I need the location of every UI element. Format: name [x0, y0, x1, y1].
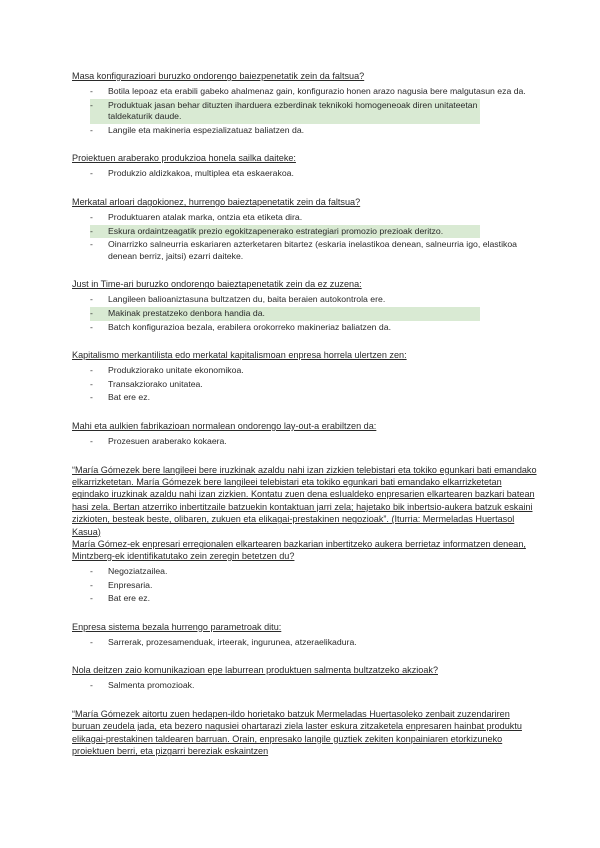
answer-item: - Produkziorako unitate ekonomikoa. — [90, 364, 532, 378]
answer-list — [72, 435, 540, 449]
answer-item-highlighted: - Eskura ordaintzeagatik prezio egokitzapenerako estrategiari promozio prezioak deritzo. — [90, 225, 480, 239]
answer-item-highlighted — [90, 391, 532, 405]
question-text: Enpresa sistema bezala hurrengo parametroak ditu: — [72, 621, 282, 632]
answer-item-highlighted — [90, 592, 532, 606]
answer-list — [72, 85, 540, 137]
answer-list — [72, 679, 540, 693]
question-text: Proiektuen araberako produkzioa honela sailka daiteke: — [72, 153, 296, 164]
case-quote: “María Gómezek aitortu zuen hedapen-ildo horietako batzuk Mermeladas Huertasoleko zenbait zuzendariren buruan zeudela jada, eta bezero nagusiei ohartarazi ziela laster eskura zitzaketela enpresaren hainbat produktu elikagai-prestakinen taldearen barruan. Orain, enpresako langile guztiek zekiten konpainiaren etorkizuneko proiektuen berri, eta pizgarri bereziak eskaintzen — [72, 708, 522, 757]
case-block — [72, 708, 540, 758]
answer-item: - Batch konfigurazioa bezala, erabilera orokorreko makineriaz baliatzen da. — [90, 321, 532, 335]
answer-highlight: Bat ere ez. — [108, 392, 151, 403]
question-block — [72, 196, 540, 263]
answer-item: - Sarrerak, prozesamenduak, irteerak, ingurunea, atzeraelikadura. — [90, 636, 532, 650]
answer-item: - Transakziorako unitatea. — [90, 378, 532, 392]
question-text: Mahi eta aulkien fabrikazioan normalean ondorengo lay-out-a erabiltzen da: — [72, 420, 377, 431]
answer-item: - Prozesuen araberako kokaera. — [90, 435, 532, 449]
answer-list — [72, 636, 540, 650]
answer-item: - Enpresaria. — [90, 579, 532, 593]
answer-item: - Salmenta promozioak. — [90, 679, 532, 693]
answer-item: - Langileen balioaniztasuna bultzatzen du, baita beraien autokontrola ere. — [90, 293, 532, 307]
answer-item-highlighted: - Makinak prestatzeko denbora handia da. — [90, 307, 480, 321]
question-block — [72, 278, 540, 334]
question-block — [72, 664, 540, 693]
question-text: María Gómez-ek enpresari erregionalen elkartearen bazkarian inbertitzeko aukera berrietaz informatzen denean, Mintzberg-ek identifikatutako zein zeregin betetzen du? — [72, 538, 526, 561]
question-text: Masa konfigurazioari buruzko ondorengo baiezpenetatik zein da faltsua? — [72, 71, 365, 81]
question-block — [72, 420, 540, 449]
answer-list — [72, 293, 540, 334]
answer-item: - Produktuaren atalak marka, ontzia eta etiketa dira. — [90, 211, 532, 225]
case-quote: “María Gómezek bere langileei bere iruzkinak azaldu nahi izan zizkien telebistari eta tokiko egunkari bati emandako elkarrizketetan. María Gómezek bere langileei telebistari eta tokiko egunkari bati emandako elkarrizketetan egindako iruzkinak azaldu nahi izan zizkien. Kontatu zuen dena esIualdeko enpresarien elkartearen bazkari batean hasi zela. Bertan atzerriko inbertitzaile batzuekin kontaktuan jarri zela; hajetako bik inbertsio-aukera batzuk eskaini zizkioten, besteak beste, olibaren, zukuen eta elikagai-prestakinen negozioak”. (Iturria: Mermeladas Huertasol Kasua) — [72, 464, 537, 537]
answer-item: - Produkzio aldizkakoa, multiplea eta eskaerakoa. — [90, 167, 532, 181]
question-block — [72, 621, 540, 650]
question-block — [72, 349, 540, 405]
answer-list — [72, 211, 540, 263]
question-block — [72, 152, 540, 181]
answer-list — [72, 364, 540, 405]
case-block — [72, 464, 540, 606]
answer-highlight: Bat ere ez. — [108, 593, 151, 604]
answer-item: - Negoziatzailea. — [90, 565, 532, 579]
answer-item: - Langile eta makineria espezializatuaz baliatzen da. — [90, 124, 532, 138]
answer-list — [72, 565, 540, 606]
question-text: Merkatal arloari dagokionez, hurrengo baieztapenetatik zein da faltsua? — [72, 196, 361, 207]
question-text: Kapitalismo merkantilista edo merkatal kapitalismoan enpresa horrela ulertzen zen: — [72, 350, 407, 361]
answer-item: - Oinarrizko salneurria eskariaren azterketaren bitartez (eskaria inelastikoa denean, salneurria igo, elastikoa denean berriz, jaitsi) ezarri daiteke. — [90, 238, 532, 263]
question-block — [72, 70, 540, 137]
question-text: Nola deitzen zaio komunikazioan epe laburrean produktuen salmenta bultzatzeko akzioak? — [72, 665, 438, 676]
answer-list — [72, 167, 540, 181]
question-text: Just in Time-ari buruzko ondorengo baieztapenetatik zein da ez zuzena: — [72, 279, 362, 290]
answer-item-highlighted: - Produktuak jasan behar dituzten iharduera ezberdinak teknikoki homogeneoak diren unitateetan taldekaturik daude. — [90, 99, 480, 124]
answer-item: - Botila lepoaz eta erabili gabeko ahalmenaz gain, konfigurazio honen arazo nagusia bere malgutasun eza da. — [90, 85, 532, 99]
